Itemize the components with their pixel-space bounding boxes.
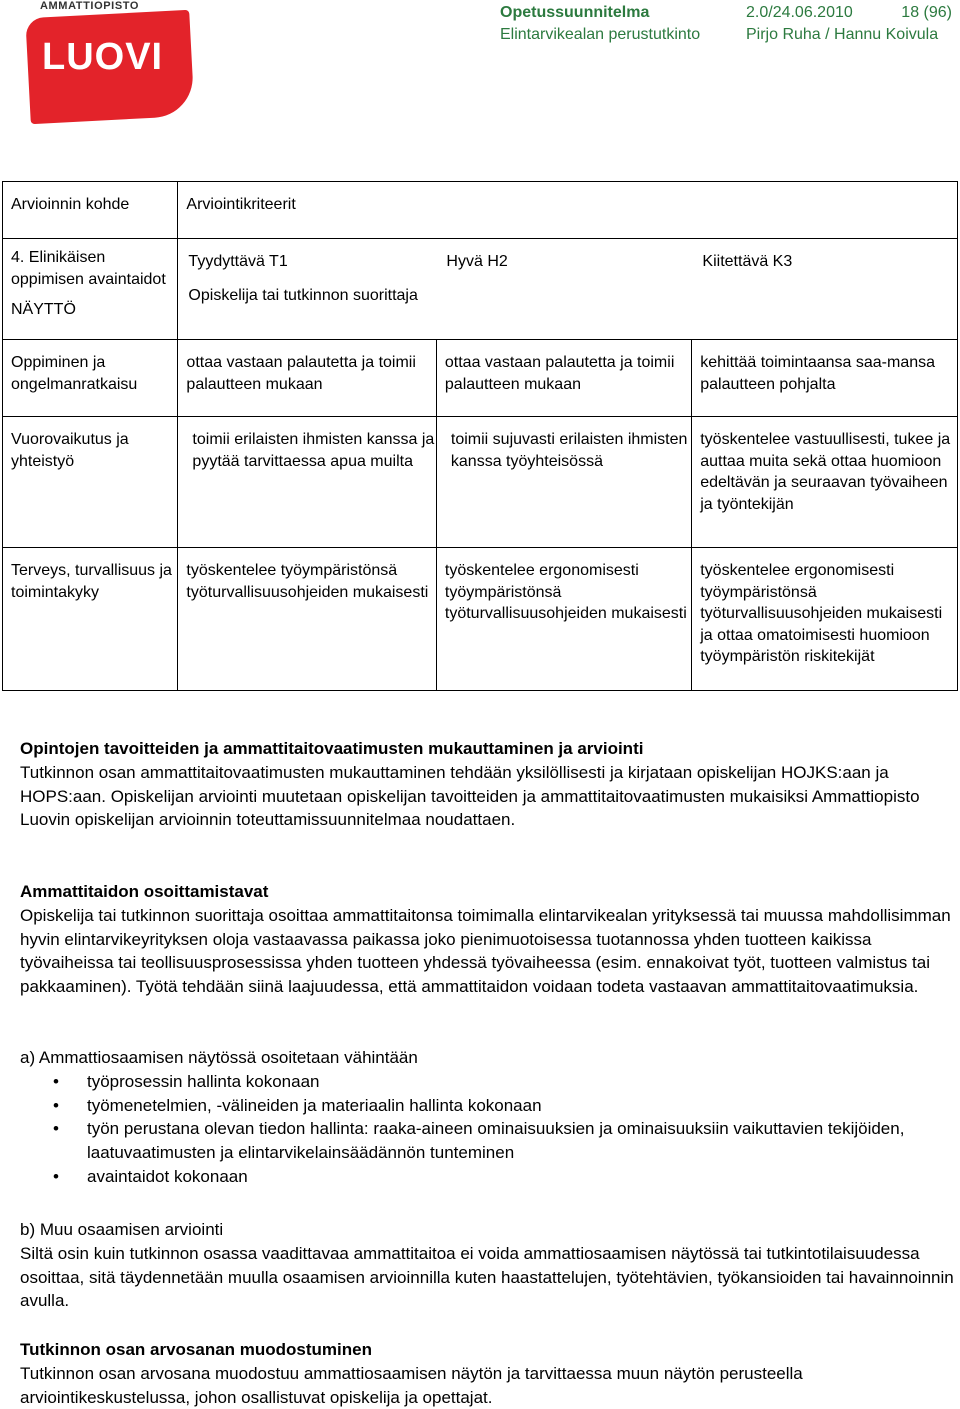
section-demonstration-methods <box>20 880 955 999</box>
section-grade-formation <box>20 1338 955 1409</box>
row-k3: kehittää toimintaansa saa-mansa palautteen pohjalta <box>692 340 958 417</box>
logo-top-text: AMMATTIOPISTO <box>40 0 140 12</box>
section-paragraph: Opiskelija tai tutkinnon suorittaja osoittaa ammattitaitonsa toimimalla elintarvikealan yrityksessä tai muussa mahdollisimman hyvin elintarvikeyrityksen oloja vastaavassa paikassa joko pienimuotoisessa tuotannossa yhden tuotteen kaikissa työvaiheissa tai teollisuusprosessissa yhden tuotteen yhdessä työvaiheessa (esim. ennakoivat työt, tuotteen valmistus tai pakkaaminen). Työtä tehdään siinä laajuudessa, että ammattitaidon voidaan todeta vastaavan ammattitaitovaatimuksia. <box>20 905 951 997</box>
section-cell <box>3 239 178 340</box>
logo-name: LUOVI <box>42 36 164 78</box>
doc-title: Opetussuunnitelma <box>500 4 650 21</box>
level-h2: Hyvä H2 <box>446 253 508 270</box>
row-t1: toimii erilaisten ihmisten kanssa ja pyytää tarvittaessa apua muilta <box>178 417 436 548</box>
section-adaptation <box>20 737 955 832</box>
ammattiopisto-luovi-logo <box>18 0 188 122</box>
list-item: • avaintaidot kokonaan <box>87 1165 955 1189</box>
assessment-criteria-table <box>2 181 958 691</box>
row-k3: työskentelee vastuullisesti, tukee ja auttaa muita sekä ottaa huomioon edeltävän ja seuraavan työvaiheen ja työntekijän <box>692 417 958 548</box>
list-item: • työn perustana olevan tiedon hallinta: raaka-aineen ominaisuuksien ja ominaisuuksiin vaikuttavien tekijöiden, laatuvaatimusten ja elintarvikelainsäädännön tunteminen <box>87 1117 955 1165</box>
section-paragraph: Siltä osin kuin tutkinnon osassa vaadittavaa ammattitaitoa ei voida ammattiosaamisen näytössä tai tutkintotilaisuudessa osoittaa, sitä täydennetään muulla osaamisen arvioinnilla kuten haastattelujen, työtehtävien, työkansioiden tai havainnoinnin avulla. <box>20 1243 954 1311</box>
section-paragraph: Tutkinnon osan arvosana muodostuu ammattiosaamisen näytön ja tarvittaessa muun näytön perusteella arviointikeskustelussa, johon osallistuvat opiskelija ja opettajat. <box>20 1363 803 1407</box>
row-target: Vuorovaikutus ja yhteistyö <box>3 417 178 548</box>
doc-version: 2.0/24.06.2010 <box>746 4 853 21</box>
subsection-heading: b) Muu osaamisen arviointi <box>20 1220 224 1239</box>
row-t1: ottaa vastaan palautetta ja toimii palautteen mukaan <box>178 340 436 417</box>
section-heading: Opintojen tavoitteiden ja ammattitaitovaatimusten mukauttaminen ja arviointi <box>20 739 644 758</box>
row-h2: työskentelee ergonomisesti työympäristönsä työturvallisuusohjeiden mukaisesti <box>436 548 691 691</box>
table-row <box>3 417 958 548</box>
section-a-minimum-demonstration <box>20 1046 955 1189</box>
list-item: • työprosessin hallinta kokonaan <box>87 1070 955 1094</box>
page-number: 18 (96) <box>901 4 952 21</box>
section-heading: Tutkinnon osan arvosanan muodostuminen <box>20 1340 372 1359</box>
level-k3: Kiitettävä K3 <box>702 253 793 270</box>
table-row <box>3 340 958 417</box>
subsection-heading: a) Ammattiosaamisen näytössä osoitetaan vähintään <box>20 1048 418 1067</box>
section-paragraph: Tutkinnon osan ammattitaitovaatimusten mukauttaminen tehdään yksilöllisesti ja kirjataan opiskelijan HOJKS:aan ja HOPS:aan. Opiskelijan arviointi muutetaan opiskelijan tavoitteiden ja ammattitaitovaatimusten mukaisiksi Ammattiopisto Luovin opiskelijan arvioinnin toteuttamissuunnitelmaa noudattaen. <box>20 762 920 830</box>
table-section-row <box>3 239 958 340</box>
table-header-row <box>3 182 958 239</box>
section-subtitle: NÄYTTÖ <box>11 301 76 318</box>
document-header <box>500 2 952 46</box>
section-title: 4. Elinikäisen oppimisen avaintaidot <box>11 249 166 288</box>
header-criteria: Arviointikriteerit <box>178 182 958 239</box>
header-target: Arvioinnin kohde <box>3 182 178 239</box>
row-target: Terveys, turvallisuus ja toimintakyky <box>3 548 178 691</box>
list-item: • työmenetelmien, -välineiden ja materiaalin hallinta kokonaan <box>87 1094 955 1118</box>
row-h2: ottaa vastaan palautetta ja toimii palautteen mukaan <box>436 340 691 417</box>
levels-cell <box>178 239 958 340</box>
authors: Pirjo Ruha / Hannu Koivula <box>746 26 939 43</box>
level-t1: Tyydyttävä T1 <box>188 253 288 270</box>
criteria-subject: Opiskelija tai tutkinnon suorittaja <box>188 286 418 304</box>
row-t1: työskentelee työympäristönsä työturvallisuusohjeiden mukaisesti <box>178 548 436 691</box>
program-name: Elintarvikealan perustutkinto <box>500 26 701 43</box>
section-b-other-assessment <box>20 1218 955 1313</box>
section-heading: Ammattitaidon osoittamistavat <box>20 882 269 901</box>
table-row <box>3 548 958 691</box>
row-h2: toimii sujuvasti erilaisten ihmisten kanssa työyhteisössä <box>436 417 691 548</box>
row-k3: työskentelee ergonomisesti työympäristönsä työturvallisuusohjeiden mukaisesti ja ottaa omatoimisesti huomioon työympäristön riskitekijät <box>692 548 958 691</box>
bullet-list <box>20 1070 955 1189</box>
row-target: Oppiminen ja ongelmanratkaisu <box>3 340 178 417</box>
